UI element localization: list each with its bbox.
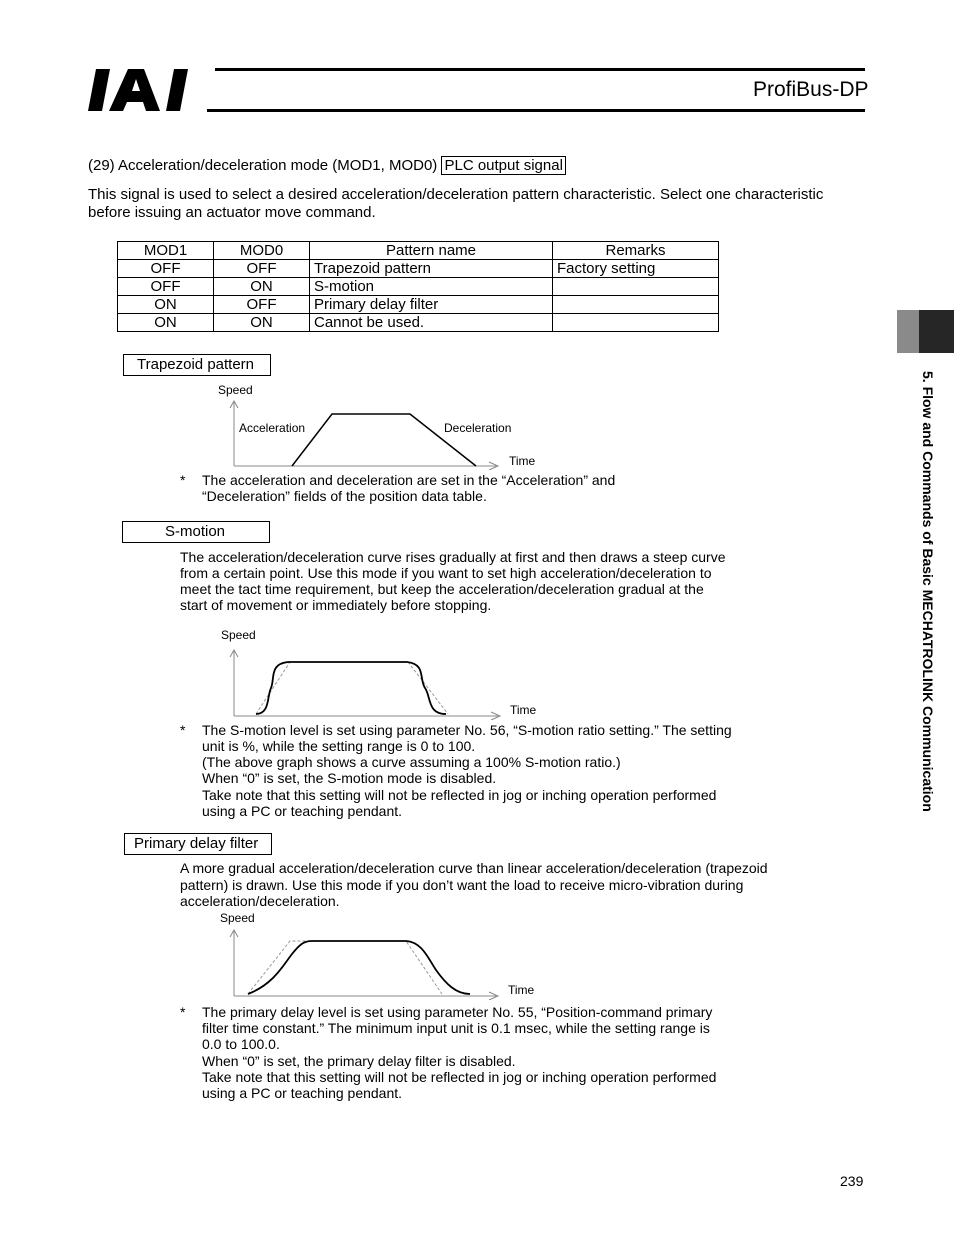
delay-graph [226, 926, 506, 1000]
table-header-cell: Remarks [553, 242, 719, 260]
delay-desc-line: A more gradual acceleration/deceleration curve than linear acceleration/deceleration (trapezoid [180, 860, 768, 876]
table-row [118, 260, 719, 278]
delay-desc-line: pattern) is drawn. Use this mode if you don’t want the load to receive micro-vibration during [180, 877, 744, 893]
delay-label: Primary delay filter [134, 835, 259, 852]
table-cell: ON [214, 278, 310, 296]
section-heading [88, 157, 566, 174]
product-title: ProfiBus-DP [753, 78, 869, 101]
table-header-row [118, 242, 719, 260]
delay-note-line: When “0” is set, the primary delay filter is disabled. [202, 1053, 516, 1069]
iai-logo [86, 66, 206, 114]
delay-label-box [124, 833, 272, 855]
smotion-speed-label: Speed [221, 628, 256, 642]
smotion-desc-line: meet the tact time requirement, but keep the acceleration/deceleration gradual at the [180, 581, 704, 597]
table-cell: ON [118, 314, 214, 332]
acceleration-label: Acceleration [239, 421, 306, 435]
smotion-note-line: Take note that this setting will not be reflected in jog or inching operation performed [202, 787, 717, 803]
table-row [118, 278, 719, 296]
smotion-desc-line: start of movement or immediately before stopping. [180, 597, 492, 613]
table-row [118, 296, 719, 314]
section-heading-text: (29) Acceleration/deceleration mode (MOD1, MOD0) [88, 157, 438, 174]
delay-note-line: filter time constant.” The minimum input unit is 0.1 msec, while the setting range is [202, 1020, 710, 1036]
mode-table [117, 241, 719, 332]
smotion-time-label: Time [510, 703, 537, 717]
delay-note-line: Take note that this setting will not be reflected in jog or inching operation performed [202, 1069, 717, 1085]
smotion-graph [226, 646, 506, 720]
table-cell: OFF [214, 296, 310, 314]
smotion-note-line: (The above graph shows a curve assuming a 100% S-motion ratio.) [202, 754, 621, 770]
smotion-desc-line: The acceleration/deceleration curve rises gradually at first and then draws a steep curve [180, 549, 726, 565]
delay-note-mark: * [180, 1004, 186, 1020]
table-cell [553, 296, 719, 314]
table-cell: S-motion [310, 278, 553, 296]
smotion-label: S-motion [165, 523, 226, 540]
smotion-note-line: The S-motion level is set using parameter No. 56, “S-motion ratio setting.” The setting [202, 722, 732, 738]
trapezoid-label: Trapezoid pattern [137, 356, 255, 373]
table-header-cell: MOD1 [118, 242, 214, 260]
trapezoid-speed-label: Speed [218, 383, 253, 397]
table-cell: OFF [118, 260, 214, 278]
table-cell: ON [118, 296, 214, 314]
chapter-side-title: 5. Flow and Commands of Basic MECHATROLINK Communication [920, 371, 936, 812]
table-cell: ON [214, 314, 310, 332]
delay-note-line: The primary delay level is set using parameter No. 55, “Position-command primary [202, 1004, 713, 1020]
table-row [118, 314, 719, 332]
delay-note-line: using a PC or teaching pendant. [202, 1085, 403, 1101]
table-cell: Factory setting [553, 260, 719, 278]
delay-desc-line: acceleration/deceleration. [180, 893, 340, 909]
trapezoid-time-label: Time [509, 454, 536, 468]
trapezoid-note-line: “Deceleration” fields of the position data table. [202, 488, 487, 504]
plc-output-tag: PLC output signal [441, 156, 565, 175]
delay-time-label: Time [508, 983, 535, 997]
intro-line-1: This signal is used to select a desired acceleration/deceleration pattern characteristic. Select one characteristic [88, 186, 824, 203]
trapezoid-label-box [123, 354, 271, 376]
table-cell: OFF [214, 260, 310, 278]
intro-line-2: before issuing an actuator move command. [88, 204, 376, 221]
page-number: 239 [840, 1173, 864, 1189]
smotion-note-mark: * [180, 722, 186, 738]
trapezoid-note-line: The acceleration and deceleration are set in the “Acceleration” and [202, 472, 616, 488]
table-cell: Cannot be used. [310, 314, 553, 332]
deceleration-label: Deceleration [444, 421, 512, 435]
table-cell [553, 314, 719, 332]
delay-note-line: 0.0 to 100.0. [202, 1036, 280, 1052]
smotion-note-line: When “0” is set, the S-motion mode is disabled. [202, 770, 497, 786]
table-cell: Primary delay filter [310, 296, 553, 314]
table-cell: OFF [118, 278, 214, 296]
smotion-desc-line: from a certain point. Use this mode if you want to set high acceleration/deceleration to [180, 565, 712, 581]
chapter-tab-dark [919, 310, 954, 353]
table-header-cell: Pattern name [310, 242, 553, 260]
chapter-tab-gray [897, 310, 919, 353]
trapezoid-note-mark: * [180, 472, 186, 488]
smotion-note-line: unit is %, while the setting range is 0 to 100. [202, 738, 476, 754]
header-rule-top [215, 68, 865, 71]
table-cell [553, 278, 719, 296]
table-header-cell: MOD0 [214, 242, 310, 260]
smotion-label-box [122, 521, 270, 543]
smotion-note-line: using a PC or teaching pendant. [202, 803, 403, 819]
table-cell: Trapezoid pattern [310, 260, 553, 278]
delay-speed-label: Speed [220, 911, 255, 925]
header-rule-bottom [207, 109, 865, 112]
